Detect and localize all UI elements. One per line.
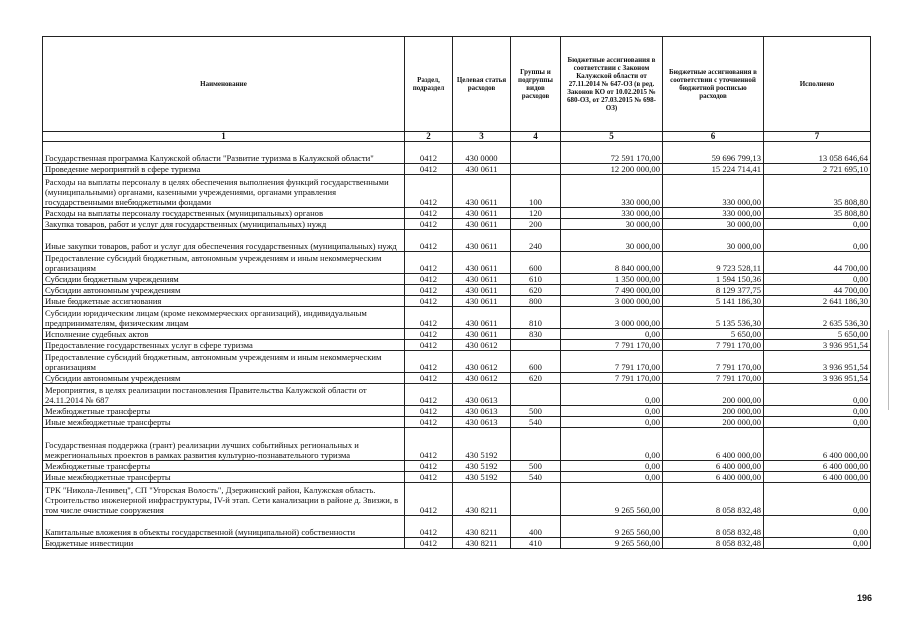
table-row [43,208,871,219]
row-name: Иные межбюджетные трансферты [43,472,405,483]
table-row [43,340,871,351]
row-refined-assignment: 30 000,00 [663,219,764,230]
row-target-article: 430 0612 [453,373,511,384]
row-razdel: 0412 [405,461,453,472]
row-law-assignment: 7 791 170,00 [561,340,663,351]
table-row [43,164,871,175]
row-refined-assignment: 200 000,00 [663,384,764,406]
budget-execution-table [42,36,871,549]
row-law-assignment: 1 350 000,00 [561,274,663,285]
column-number-row [43,132,871,142]
row-expense-group [511,164,561,175]
row-target-article: 430 8211 [453,483,511,516]
row-law-assignment: 0,00 [561,406,663,417]
row-refined-assignment: 200 000,00 [663,417,764,428]
row-name: Предоставление субсидий бюджетным, автономным учреждениям и иным некоммерческим организациям [43,252,405,274]
page-number: 196 [857,593,873,603]
row-expense-group: 620 [511,373,561,384]
row-name: Иные бюджетные ассигнования [43,296,405,307]
row-refined-assignment: 330 000,00 [663,175,764,208]
table-row [43,230,871,252]
row-target-article: 430 0611 [453,164,511,175]
row-expense-group: 610 [511,274,561,285]
row-razdel: 0412 [405,175,453,208]
row-executed: 35 808,80 [764,175,871,208]
row-executed: 6 400 000,00 [764,461,871,472]
table-row [43,307,871,329]
row-executed: 35 808,80 [764,208,871,219]
row-razdel: 0412 [405,340,453,351]
row-name: ТРК "Никола-Ленивец", СП "Угорская Волость", Дзержинский район, Калужская область. Строительство инженерной инфраструктуры, IV-й этап. Сети канализации в районе д. Звизжи, в том числе очистные сооружения [43,483,405,516]
row-expense-group [511,428,561,461]
row-razdel: 0412 [405,285,453,296]
row-refined-assignment: 5 650,00 [663,329,764,340]
row-executed: 5 650,00 [764,329,871,340]
table-row [43,351,871,373]
row-executed: 6 400 000,00 [764,428,871,461]
row-name: Межбюджетные трансферты [43,461,405,472]
row-expense-group: 500 [511,406,561,417]
row-razdel: 0412 [405,274,453,285]
row-razdel: 0412 [405,373,453,384]
row-target-article: 430 5192 [453,428,511,461]
row-razdel: 0412 [405,307,453,329]
table-row [43,329,871,340]
row-razdel: 0412 [405,538,453,549]
row-expense-group: 500 [511,461,561,472]
column-number: 2 [405,132,453,142]
row-target-article: 430 0000 [453,142,511,164]
row-expense-group: 400 [511,516,561,538]
row-executed: 44 700,00 [764,285,871,296]
row-name: Проведение мероприятий в сфере туризма [43,164,405,175]
table-row [43,384,871,406]
row-name: Субсидии бюджетным учреждениям [43,274,405,285]
row-law-assignment: 330 000,00 [561,175,663,208]
row-law-assignment: 0,00 [561,461,663,472]
row-expense-group [511,142,561,164]
row-target-article: 430 0611 [453,230,511,252]
row-law-assignment: 30 000,00 [561,219,663,230]
row-law-assignment: 72 591 170,00 [561,142,663,164]
row-razdel: 0412 [405,208,453,219]
row-refined-assignment: 7 791 170,00 [663,373,764,384]
row-law-assignment: 7 791 170,00 [561,373,663,384]
row-razdel: 0412 [405,428,453,461]
row-razdel: 0412 [405,351,453,373]
row-refined-assignment: 6 400 000,00 [663,428,764,461]
row-name: Предоставление государственных услуг в сфере туризма [43,340,405,351]
column-number: 1 [43,132,405,142]
row-name: Капитальные вложения в объекты государственной (муниципальной) собственности [43,516,405,538]
row-name: Субсидии юридическим лицам (кроме некоммерческих организаций), индивидуальным предпринимателям, физическим лицам [43,307,405,329]
header-target-article: Целевая статья расходов [453,37,511,132]
column-number: 6 [663,132,764,142]
row-law-assignment: 7 791 170,00 [561,351,663,373]
row-refined-assignment: 8 129 377,75 [663,285,764,296]
row-razdel: 0412 [405,164,453,175]
row-refined-assignment: 5 135 536,30 [663,307,764,329]
table-row [43,274,871,285]
row-name: Государственная программа Калужской области "Развитие туризма в Калужской области" [43,142,405,164]
header-law-assignments: Бюджетные ассигнования в соответствии с Законом Калужской области от 27.11.2014 № 647-ОЗ (в ред. Законов КО от 10.02.2015 № 680-ОЗ, от 27.03.2015 № 698-ОЗ) [561,37,663,132]
row-executed: 2 641 186,30 [764,296,871,307]
row-razdel: 0412 [405,417,453,428]
row-razdel: 0412 [405,384,453,406]
row-target-article: 430 0611 [453,307,511,329]
row-refined-assignment: 200 000,00 [663,406,764,417]
row-law-assignment: 8 840 000,00 [561,252,663,274]
row-target-article: 430 0613 [453,417,511,428]
row-name: Субсидии автономным учреждениям [43,373,405,384]
row-name: Субсидии автономным учреждениям [43,285,405,296]
row-law-assignment: 9 265 560,00 [561,538,663,549]
scan-margin-line [888,330,889,410]
row-refined-assignment: 7 791 170,00 [663,351,764,373]
row-name: Межбюджетные трансферты [43,406,405,417]
row-refined-assignment: 9 723 528,11 [663,252,764,274]
row-target-article: 430 0611 [453,252,511,274]
row-executed: 0,00 [764,274,871,285]
row-law-assignment: 3 000 000,00 [561,307,663,329]
row-executed: 2 635 536,30 [764,307,871,329]
row-executed: 3 936 951,54 [764,340,871,351]
row-executed: 0,00 [764,219,871,230]
row-razdel: 0412 [405,230,453,252]
row-razdel: 0412 [405,516,453,538]
row-executed: 0,00 [764,417,871,428]
row-razdel: 0412 [405,219,453,230]
row-refined-assignment: 6 400 000,00 [663,461,764,472]
row-executed: 6 400 000,00 [764,472,871,483]
row-expense-group [511,340,561,351]
row-refined-assignment: 8 058 832,48 [663,483,764,516]
row-law-assignment: 330 000,00 [561,208,663,219]
table-row [43,285,871,296]
table-row [43,483,871,516]
row-expense-group [511,384,561,406]
row-refined-assignment: 5 141 186,30 [663,296,764,307]
row-target-article: 430 8211 [453,516,511,538]
row-law-assignment: 3 000 000,00 [561,296,663,307]
row-razdel: 0412 [405,472,453,483]
row-executed: 3 936 951,54 [764,373,871,384]
row-expense-group: 240 [511,230,561,252]
row-refined-assignment: 1 594 150,36 [663,274,764,285]
table-row [43,296,871,307]
row-refined-assignment: 8 058 832,48 [663,538,764,549]
table-header [43,37,871,142]
table-row [43,406,871,417]
row-target-article: 430 0611 [453,208,511,219]
row-target-article: 430 5192 [453,472,511,483]
row-name: Мероприятия, в целях реализации постановления Правительства Калужской области от 24.11.2014 № 687 [43,384,405,406]
row-refined-assignment: 6 400 000,00 [663,472,764,483]
table-row [43,175,871,208]
row-executed: 0,00 [764,516,871,538]
row-expense-group: 600 [511,252,561,274]
row-law-assignment: 9 265 560,00 [561,483,663,516]
row-expense-group: 830 [511,329,561,340]
row-target-article: 430 8211 [453,538,511,549]
row-refined-assignment: 330 000,00 [663,208,764,219]
row-expense-group: 810 [511,307,561,329]
row-expense-group: 540 [511,417,561,428]
row-refined-assignment: 30 000,00 [663,230,764,252]
row-target-article: 430 0613 [453,384,511,406]
row-name: Расходы на выплаты персоналу в целях обеспечения выполнения функций государственными (муниципальными) органами, казенными учреждениями, органами управления государственными внебюджетными фондами [43,175,405,208]
table-row [43,538,871,549]
row-executed: 0,00 [764,538,871,549]
row-name: Расходы на выплаты персоналу государственных (муниципальных) органов [43,208,405,219]
row-expense-group: 620 [511,285,561,296]
row-expense-group: 120 [511,208,561,219]
row-razdel: 0412 [405,483,453,516]
row-executed: 3 936 951,54 [764,351,871,373]
row-executed: 0,00 [764,230,871,252]
row-name: Исполнение судебных актов [43,329,405,340]
row-law-assignment: 30 000,00 [561,230,663,252]
table-row [43,252,871,274]
row-refined-assignment: 8 058 832,48 [663,516,764,538]
row-target-article: 430 0611 [453,285,511,296]
row-razdel: 0412 [405,406,453,417]
row-expense-group: 410 [511,538,561,549]
row-razdel: 0412 [405,296,453,307]
row-name: Государственная поддержка (грант) реализации лучших событийных региональных и межрегиональных проектов в рамках развития культурно-познавательного туризма [43,428,405,461]
row-target-article: 430 0611 [453,296,511,307]
row-expense-group: 100 [511,175,561,208]
column-number: 5 [561,132,663,142]
row-name: Иные закупки товаров, работ и услуг для обеспечения государственных (муниципальных) нужд [43,230,405,252]
row-law-assignment: 12 200 000,00 [561,164,663,175]
row-law-assignment: 0,00 [561,428,663,461]
table-row [43,472,871,483]
row-target-article: 430 0611 [453,175,511,208]
table-row [43,219,871,230]
header-razdel: Раздел, подраздел [405,37,453,132]
table-row [43,461,871,472]
row-razdel: 0412 [405,252,453,274]
header-refined-assignments: Бюджетные ассигнования в соответствии с уточненной бюджетной росписью расходов [663,37,764,132]
row-executed: 13 058 646,64 [764,142,871,164]
table-row [43,417,871,428]
table-row [43,373,871,384]
row-executed: 2 721 695,10 [764,164,871,175]
row-target-article: 430 0613 [453,406,511,417]
table-body [43,142,871,549]
row-target-article: 430 0611 [453,274,511,285]
row-target-article: 430 0611 [453,219,511,230]
row-name: Бюджетные инвестиции [43,538,405,549]
header-expense-groups: Группы и подгруппы видов расходов [511,37,561,132]
row-executed: 0,00 [764,384,871,406]
column-number: 4 [511,132,561,142]
row-target-article: 430 0612 [453,340,511,351]
row-executed: 0,00 [764,406,871,417]
row-law-assignment: 0,00 [561,417,663,428]
row-target-article: 430 0612 [453,351,511,373]
row-name: Закупка товаров, работ и услуг для государственных (муниципальных) нужд [43,219,405,230]
row-target-article: 430 0611 [453,329,511,340]
table-row [43,428,871,461]
row-expense-group [511,483,561,516]
table-row [43,516,871,538]
row-law-assignment: 7 490 000,00 [561,285,663,296]
budget-table-page [42,36,870,576]
row-expense-group: 200 [511,219,561,230]
column-number: 7 [764,132,871,142]
row-razdel: 0412 [405,329,453,340]
row-refined-assignment: 15 224 714,41 [663,164,764,175]
column-number: 3 [453,132,511,142]
row-refined-assignment: 59 696 799,13 [663,142,764,164]
row-law-assignment: 9 265 560,00 [561,516,663,538]
row-executed: 0,00 [764,483,871,516]
row-refined-assignment: 7 791 170,00 [663,340,764,351]
row-name: Иные межбюджетные трансферты [43,417,405,428]
row-law-assignment: 0,00 [561,329,663,340]
row-name: Предоставление субсидий бюджетным, автономным учреждениям и иным некоммерческим организациям [43,351,405,373]
row-expense-group: 800 [511,296,561,307]
row-expense-group: 540 [511,472,561,483]
row-law-assignment: 0,00 [561,472,663,483]
header-executed: Исполнено [764,37,871,132]
row-executed: 44 700,00 [764,252,871,274]
row-expense-group: 600 [511,351,561,373]
row-target-article: 430 5192 [453,461,511,472]
header-name: Наименование [43,37,405,132]
row-razdel: 0412 [405,142,453,164]
table-row [43,142,871,164]
row-law-assignment: 0,00 [561,384,663,406]
